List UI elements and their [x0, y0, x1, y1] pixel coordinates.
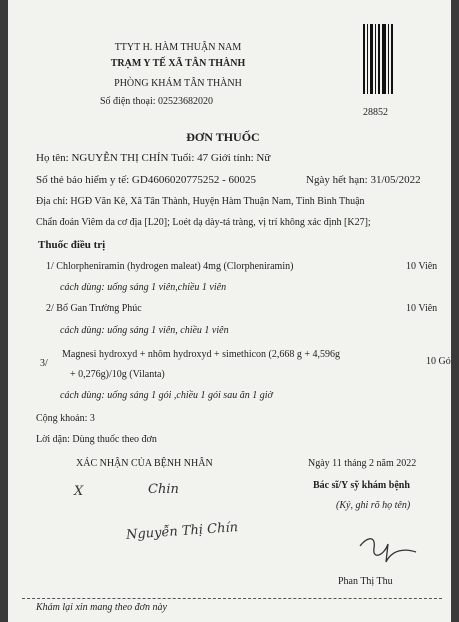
barcode-number: 28852 [363, 107, 388, 118]
med-3-qty: 10 Gó [426, 356, 451, 367]
doctor-name: Phan Thị Thu [338, 576, 393, 587]
issue-date: Ngày 11 tháng 2 năm 2022 [308, 458, 417, 469]
doctor-sign-hint: (Ký, ghi rõ họ tên) [336, 500, 411, 511]
expiry-line: Ngày hết hạn: 31/05/2022 [306, 174, 421, 186]
district-header: TTYT H. HÀM THUẬN NAM [114, 42, 242, 53]
patient-sign-mark: X [74, 484, 84, 499]
doctor-title: Bác sĩ/Y sỹ khám bệnh [313, 480, 410, 491]
total-count: Cộng khoản: 3 [36, 413, 95, 424]
med-1-usage: cách dùng: uống sáng 1 viên,chiều 1 viên [60, 282, 227, 293]
prescription-paper [8, 0, 451, 622]
document-title: ĐƠN THUỐC [186, 130, 260, 144]
med-3-name-line1: Magnesi hydroxyd + nhôm hydroxyd + simethicon (2,668 g + 4,596g [62, 349, 341, 360]
advice: Lời dặn: Dùng thuốc theo đơn [36, 434, 157, 445]
phone-number: Số điện thoại: 02523682020 [100, 96, 214, 107]
patient-name-line: Họ tên: NGUYỄN THỊ CHÍN Tuổi: 47 Giới tính: Nữ [36, 152, 271, 164]
med-2-name: 2/ Bổ Gan Trường Phúc [46, 303, 142, 314]
med-2-qty: 10 Viên [406, 303, 438, 314]
footer-note: Khám lại xin mang theo đơn này [36, 602, 167, 613]
med-1-name: 1/ Chlorpheniramin (hydrogen maleat) 4mg (Clorpheniramin) [46, 261, 294, 272]
med-2-usage: cách dùng: uống sáng 1 viên, chiều 1 viên [60, 325, 229, 336]
diagnosis-line: Chẩn đoán Viêm da cơ địa [L20]; Loét dạ dày-tá tràng, vị trí không xác định [K27]; [36, 217, 371, 228]
footer-divider [22, 598, 442, 599]
meds-heading: Thuốc điều trị [38, 239, 106, 251]
patient-confirm-label: XÁC NHẬN CỦA BỆNH NHÂN [76, 458, 213, 469]
med-1-qty: 10 Viên [406, 261, 438, 272]
barcode [363, 24, 397, 94]
insurance-line: Số thẻ bảo hiểm y tế: GD4606020775252 - 60025 [36, 174, 256, 186]
med-3-usage: cách dùng: uống sáng 1 gói ,chiều 1 gói sau ăn 1 giờ [60, 390, 273, 401]
address-line: Địa chỉ: HGĐ Văn Kê, Xã Tân Thành, Huyện Hàm Thuận Nam, Tỉnh Bình Thuận [36, 196, 365, 207]
patient-signature-short: Chin [148, 482, 179, 497]
med-3-number: 3/ [40, 358, 48, 369]
doctor-signature [356, 528, 426, 568]
station-header: TRẠM Y TẾ XÃ TÂN THÀNH [110, 58, 246, 69]
med-3-name-line2: + 0,276g)/10g (Vilanta) [70, 369, 165, 380]
patient-signature-full: Nguyễn Thị Chín [125, 520, 239, 543]
clinic-header: PHÒNG KHÁM TÂN THÀNH [114, 78, 242, 89]
